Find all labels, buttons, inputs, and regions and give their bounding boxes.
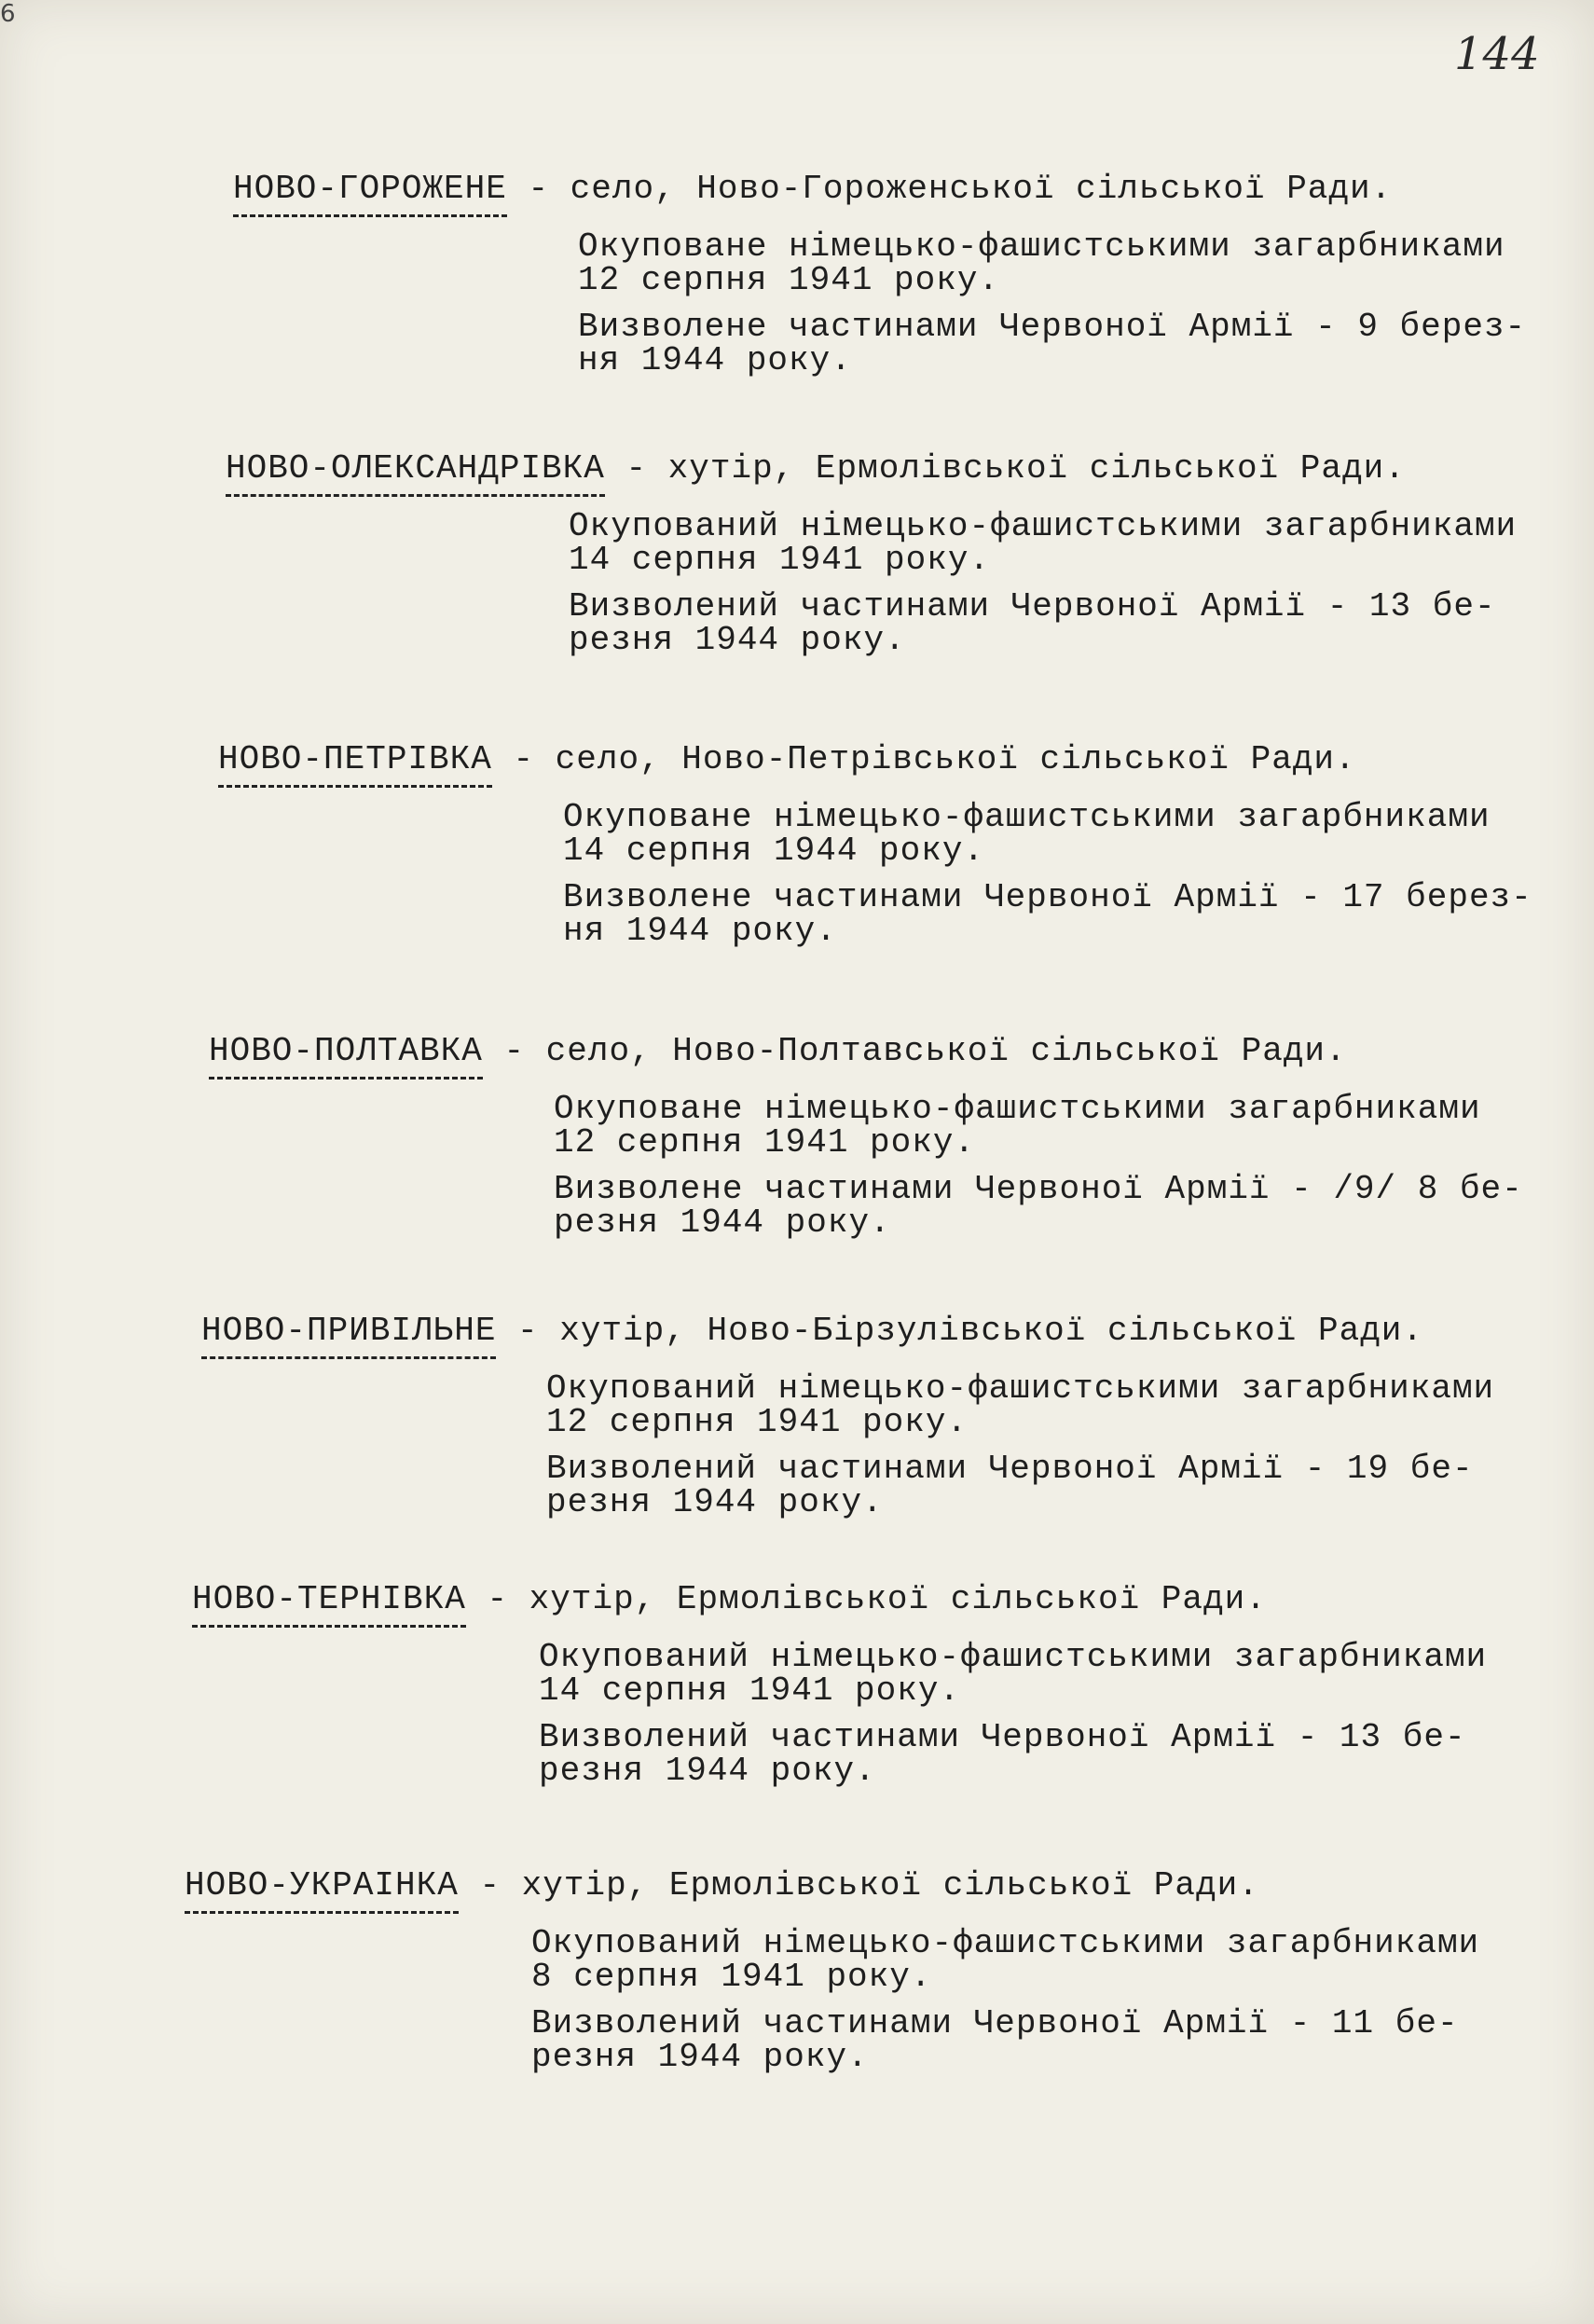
settlement-name: НОВО-ПЕТРІВКА bbox=[218, 738, 492, 788]
settlement-description: - хутір, Ново-Бірзулівської сільської Ради. bbox=[496, 1312, 1424, 1350]
settlement-description: - село, Ново-Петрівської сільської Ради. bbox=[491, 740, 1356, 778]
liberation-note: Визволене частинами Червоної Армії - 17 берез- ня 1944 року. bbox=[563, 878, 1532, 950]
occupation-note: Окупований німецько-фашистськими загарбниками 8 серпня 1941 року. bbox=[531, 1924, 1480, 1996]
liberation-note: Визволене частинами Червоної Армії - 9 берез- ня 1944 року. bbox=[578, 308, 1527, 379]
entry-heading bbox=[201, 1310, 1494, 1359]
entry bbox=[226, 447, 1517, 657]
entry-heading bbox=[226, 447, 1517, 497]
entry bbox=[201, 1310, 1494, 1520]
entry-heading bbox=[185, 1864, 1479, 1914]
entry-heading bbox=[218, 738, 1532, 788]
page-number: 144 bbox=[1454, 28, 1540, 80]
settlement-description: - село, Ново-Гороженської сільської Ради. bbox=[506, 170, 1393, 208]
occupation-note: Окуповане німецько-фашистськими загарбниками 12 серпня 1941 року. bbox=[554, 1090, 1481, 1162]
settlement-description: - хутір, Ермолівської сільської Ради. bbox=[458, 1866, 1259, 1905]
entry-heading bbox=[233, 168, 1526, 217]
edge-mark: 6 bbox=[0, 0, 16, 28]
settlement-name: НОВО-ГОРОЖЕНЕ bbox=[233, 168, 507, 217]
liberation-note: Визволений частинами Червоної Армії - 13 бе- резня 1944 року. bbox=[539, 1718, 1466, 1790]
entry-heading bbox=[192, 1578, 1487, 1628]
entry bbox=[192, 1578, 1487, 1788]
settlement-description: - хутір, Ермолівської сільської Ради. bbox=[604, 449, 1406, 488]
occupation-note: Окупований німецько-фашистськими загарбниками 14 серпня 1941 року. bbox=[539, 1638, 1488, 1710]
occupation-note: Окупований німецько-фашистськими загарбниками 14 серпня 1941 року. bbox=[569, 507, 1518, 579]
settlement-name: НОВО-ПОЛТАВКА bbox=[209, 1030, 483, 1079]
settlement-name: НОВО-ОЛЕКСАНДРІВКА bbox=[226, 447, 605, 497]
liberation-note: Визволений частинами Червоної Армії - 13 бе- резня 1944 року. bbox=[569, 587, 1496, 659]
liberation-note: Визволене частинами Червоної Армії - /9/ 8 бе- резня 1944 року. bbox=[554, 1170, 1523, 1242]
entry-heading bbox=[209, 1030, 1523, 1079]
entry bbox=[218, 738, 1532, 948]
entry bbox=[185, 1864, 1479, 2074]
liberation-note: Визволений частинами Червоної Армії - 19 бе- резня 1944 року. bbox=[546, 1450, 1474, 1521]
settlement-name: НОВО-ПРИВІЛЬНЕ bbox=[201, 1310, 496, 1359]
entry bbox=[209, 1030, 1523, 1240]
settlement-name: НОВО-УКРАІНКА bbox=[185, 1864, 459, 1914]
occupation-note: Окуповане німецько-фашистськими загарбниками 12 серпня 1941 року. bbox=[578, 227, 1505, 299]
settlement-description: - село, Ново-Полтавської сільської Ради. bbox=[482, 1032, 1347, 1070]
liberation-note: Визволений частинами Червоної Армії - 11 бе- резня 1944 року. bbox=[531, 2004, 1459, 2076]
entry bbox=[233, 168, 1526, 378]
occupation-note: Окупований німецько-фашистськими загарбниками 12 серпня 1941 року. bbox=[546, 1369, 1495, 1441]
settlement-name: НОВО-ТЕРНІВКА bbox=[192, 1578, 466, 1628]
occupation-note: Окуповане німецько-фашистськими загарбниками 14 серпня 1944 року. bbox=[563, 798, 1491, 870]
settlement-description: - хутір, Ермолівської сільської Ради. bbox=[465, 1580, 1267, 1618]
